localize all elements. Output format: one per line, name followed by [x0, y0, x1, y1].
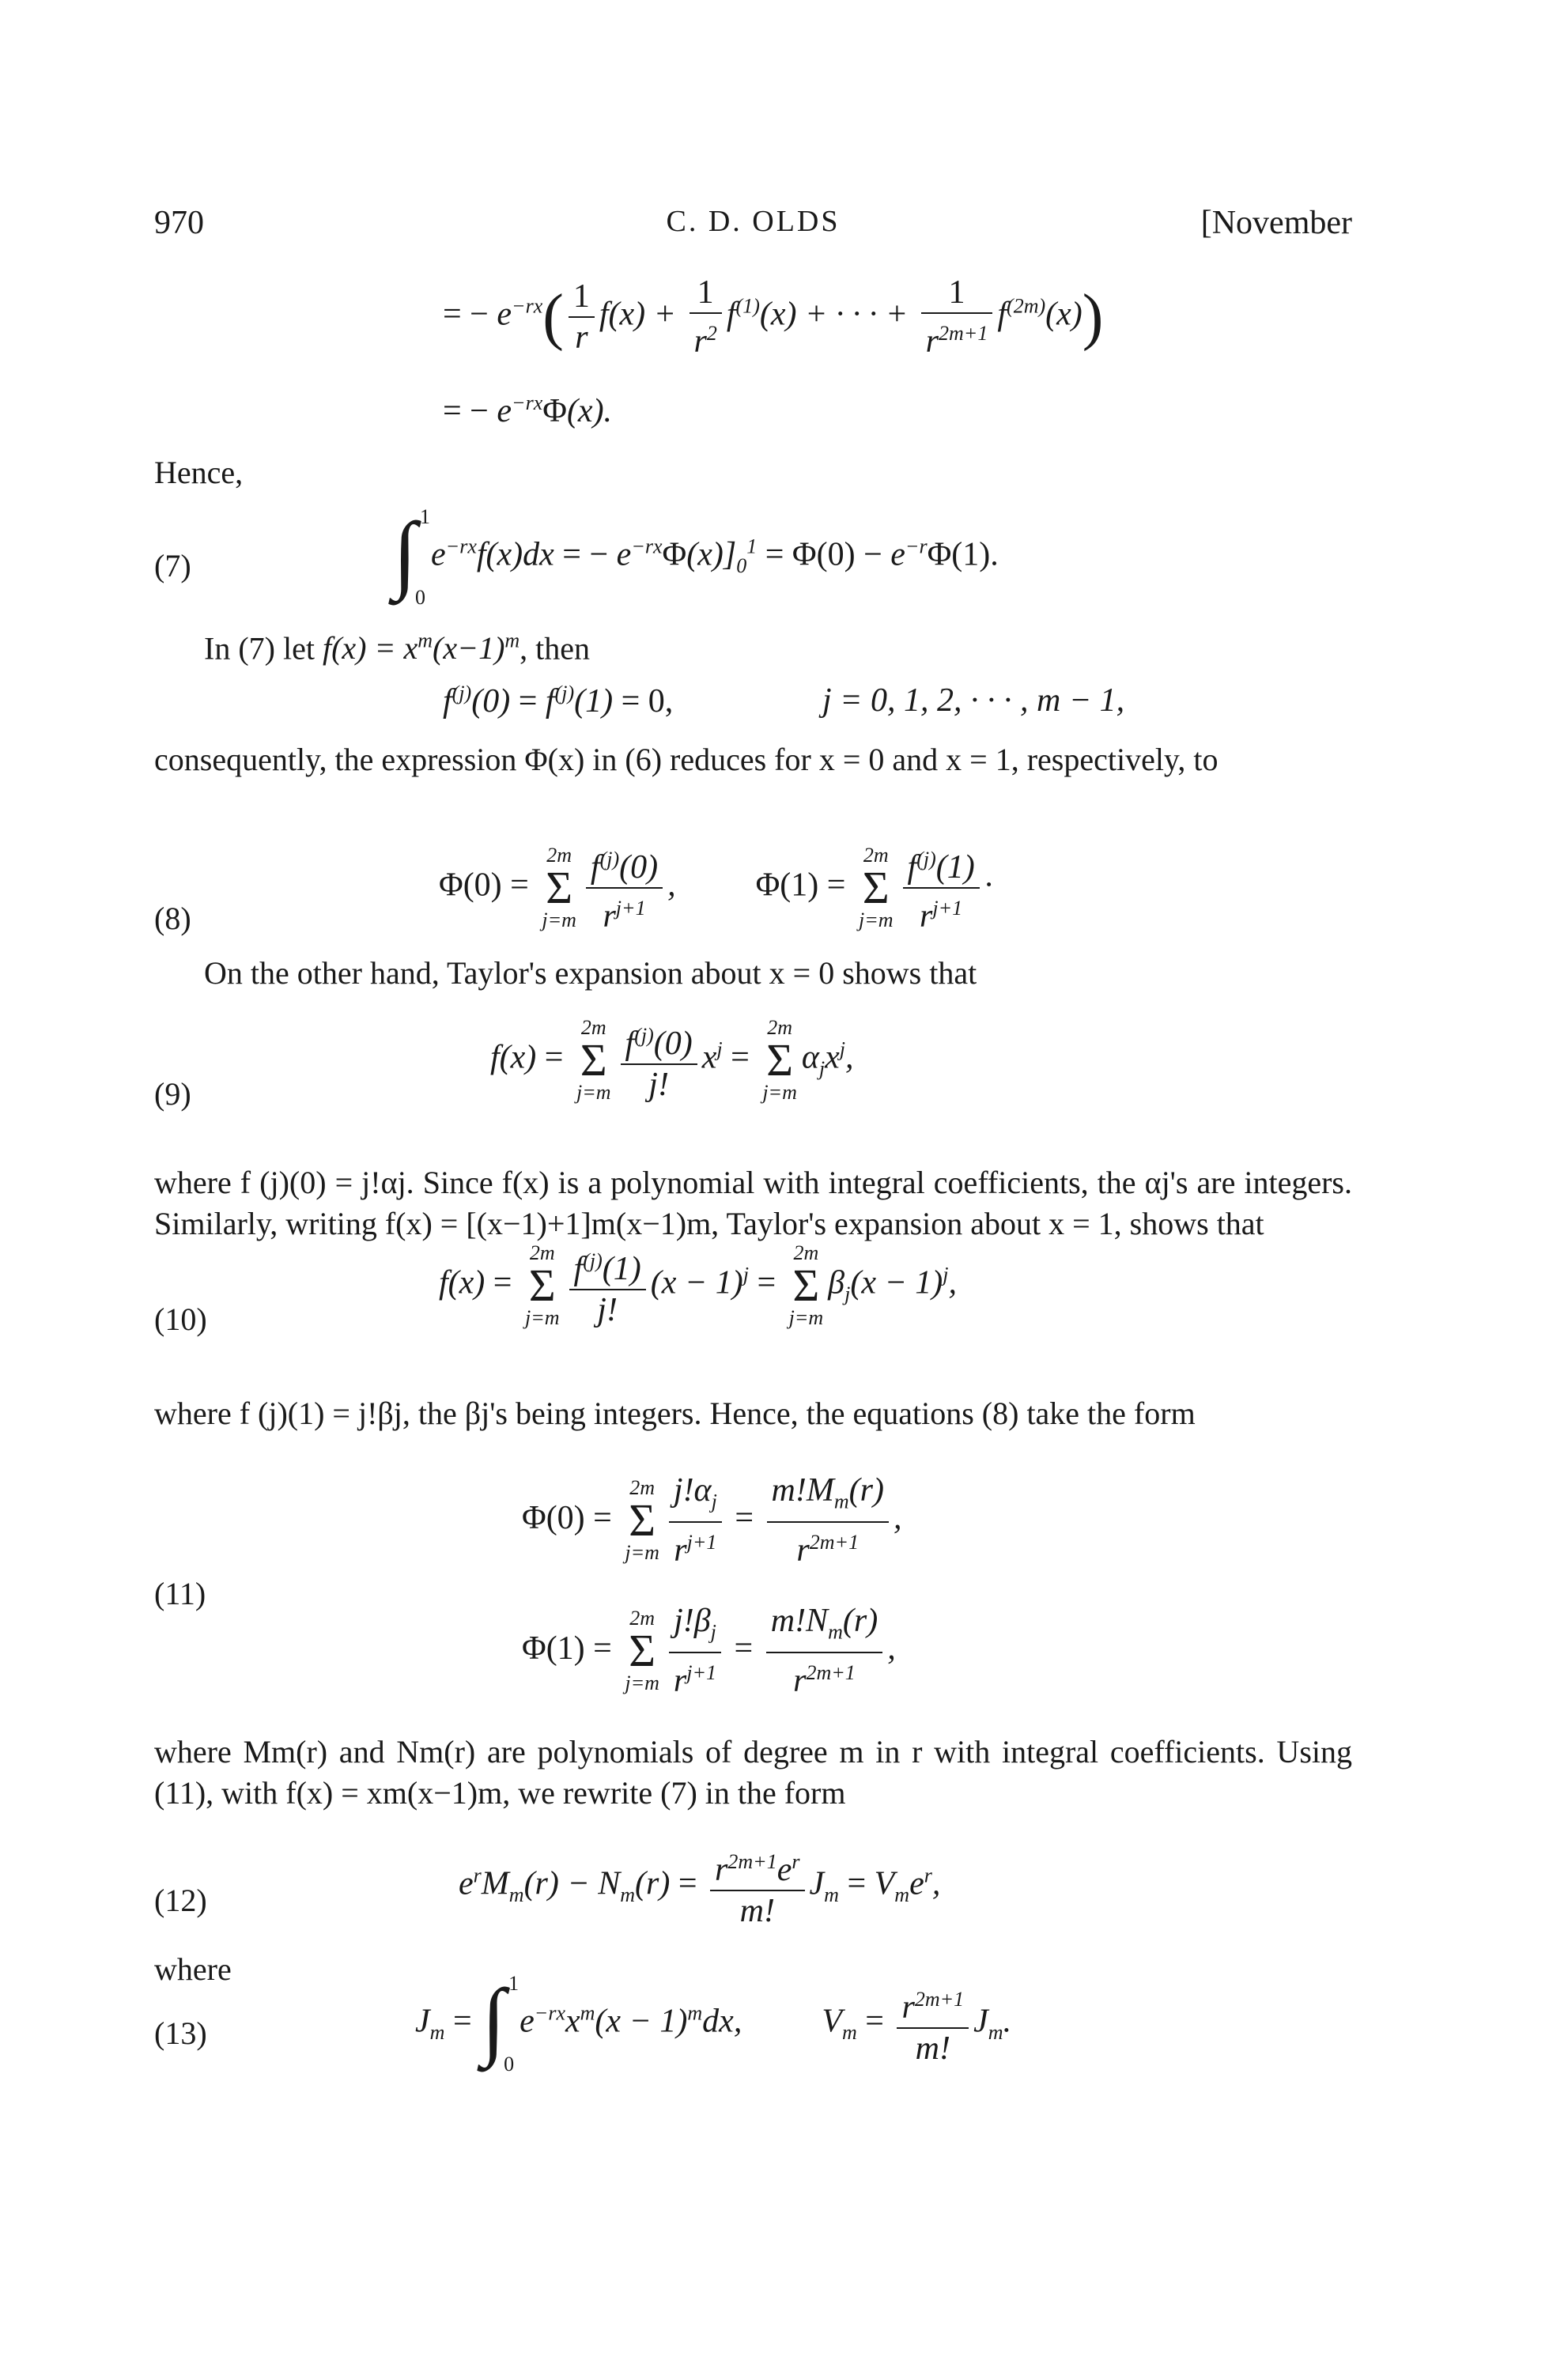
equation-continuation-1: = − $e^{-rx}$( $\frac{1}{r}$ f(x) + $\frac{1}{r^2}$ $f^{(1)}(x)$ + · · · + $\frac{1}{r^{2m+1}}$ $f^{(2m)}(x)$): [443, 274, 1104, 360]
text-where11: where Mm(r) and Nm(r) are polynomials of degree m in r with integral coefficients. Using (11), with f(x) = xm(x−1)m, we rewrite (7) in the form: [154, 1734, 1352, 1811]
text-consequently: consequently, the expression Φ(x) in (6) reduces for x = 0 and x = 1, respectively, to: [154, 742, 1219, 777]
text-where10: where f (j)(1) = j!βj, the βj's being integers. Hence, the equations (8) take the form: [154, 1396, 1196, 1431]
text-where9: where f (j)(0) = j!αj. Since f(x) is a polynomial with integral coefficients, the αj's are integers. Similarly, writing f(x) = [(x−1)+1]m(x−1)m, Taylor's expansion about x = 1, shows that: [154, 1165, 1352, 1241]
equation-8: Φ(0) = 2m Σ j=m $\frac{f^{(j)}(0)}{r^{j+1}}$ , Φ(1) = 2m Σ j=m $\frac{f^{(j)}(1)}{r^{j+1}}$ ·: [439, 840, 992, 936]
equation-11a: Φ(0) = 2m Σ j=m $\frac{j!\alpha_j}{r^{j+1}}$ = $\frac{m!M_m(r)}{r^{2m+1}}$ ,: [522, 1472, 902, 1569]
equation-j-range: [822, 682, 1124, 720]
equation-10: f(x) = 2m Σ j=m $\frac{f^{(j)}(1)}{j!}$ $(x - 1)^j$ = 2m Σ j=m $\beta_j(x - 1)^j$,: [439, 1241, 958, 1329]
equation-13: $J_m$ = ∫ 1 0 $e^{-rx}x^m(x - 1)^mdx$, $V_m$ = $\frac{r^{2m+1}}{m!}$ $J_m$.: [415, 1971, 1012, 2076]
equation-number-8: (8): [154, 901, 191, 936]
text-hence: Hence,: [154, 455, 244, 490]
equation-derivative-zero: $f^{(j)}(0) = f^{(j)}(1) = 0$,: [443, 682, 674, 720]
equation-continuation-2: = − $e^{-rx}\Phi(x)$.: [443, 391, 613, 429]
equation-number-11: (11): [154, 1576, 206, 1611]
equation-number-13: (13): [154, 2015, 207, 2051]
equation-number-9: (9): [154, 1076, 191, 1112]
text-let-a: In (7) let: [204, 630, 323, 667]
equation-number-12: (12): [154, 1883, 207, 1918]
equation-number-10: (10): [154, 1301, 207, 1337]
j-range: j = 0, 1, 2, · · · , m − 1,: [822, 682, 1125, 719]
text-let: In (7) let $f(x) = x^m(x-1)^m$, then: [204, 629, 591, 667]
text-let-b: , then: [520, 630, 591, 667]
text-where: where: [154, 1951, 232, 1987]
running-section: [November: [1200, 205, 1352, 241]
equation-number-7: (7): [154, 548, 191, 584]
equation-9: f(x) = 2m Σ j=m $\frac{f^{(j)}(0)}{j!}$ $x^j$ = 2m Σ j=m $\alpha_jx^j$,: [490, 1016, 854, 1104]
page-number: 970: [154, 205, 204, 241]
equation-11b: Φ(1) = 2m Σ j=m $\frac{j!\beta_j}{r^{j+1}}$ = $\frac{m!N_m(r)}{r^{2m+1}}$ ,: [522, 1603, 896, 1700]
equation-7: ∫ 1 0 $e^{-rx}f(x)dx$ = − $e^{-rx}\Phi(x)]_0^1 = \Phi(0) - e^{-r}\Phi(1)$.: [393, 504, 999, 609]
text-taylor: On the other hand, Taylor's expansion about x = 0 shows that: [204, 955, 977, 991]
page-header: [154, 204, 1352, 251]
running-author: C. D. OLDS: [666, 205, 841, 238]
equation-12: $e^rM_m(r) - N_m(r)$ = $\frac{r^{2m+1}e^r}{m!}$ $J_m = V_me^r$,: [459, 1842, 940, 1931]
